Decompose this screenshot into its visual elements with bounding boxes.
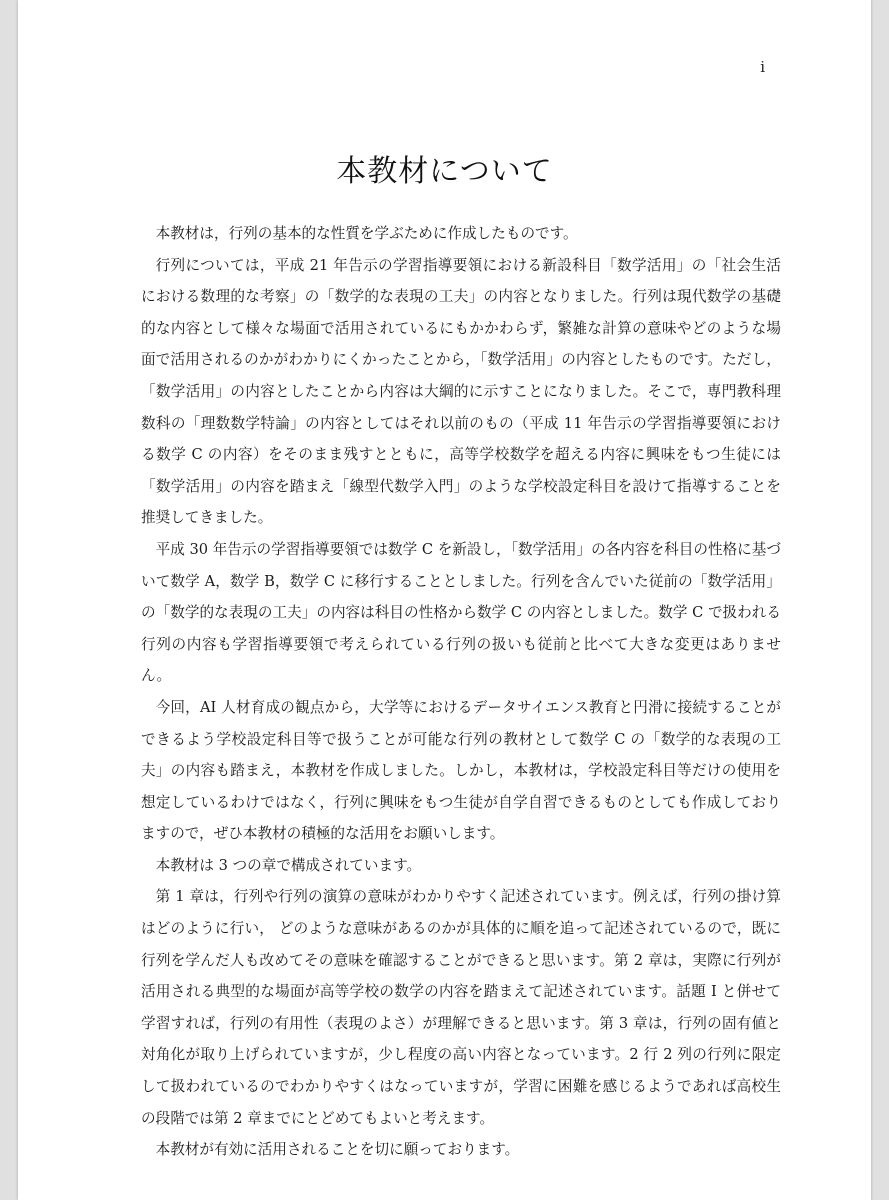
paragraph-1: 本教材は，行列の基本的な性質を学ぶために作成したものです。 (155, 225, 578, 242)
paragraph-4: 今回，AI 人材育成の観点から，大学等におけるデータサイエンス教育と円滑に接続することができるよう学校設定科目等で扱うことが可能な行列の教材として数学 C の「数学的な表現の工夫」の内容も踏まえ，本教材を作成しました。しかし，本教材は，学校設定科目等だけの使用を想定しているわけではなく，行列に興味をもつ生徒が自学自習できるものとしても作成しておりますので，ぜひ本教材の積極的な活用をお願いします。 (141, 698, 781, 843)
paragraph-5: 本教材は 3 つの章で構成されています。 (155, 856, 422, 874)
paragraph-3: 平成 30 年告示の学習指導要領では数学 C を新設し，「数学活用」の各内容を科目の性格に基づいて数学 A，数学 B，数学 C に移行することとしました。行列を含んでいた従前の「数学活用」の「数学的な表現の工夫」の内容は科目の性格から数学 C の内容としました。数学 C で扱われる行列の内容も学習指導要領で考えられている行列の扱いも従前と比べて大きな変更はありません。 (141, 540, 781, 685)
page-number: i (760, 58, 765, 76)
body-text (141, 218, 781, 1166)
page-title: 本教材について (336, 154, 553, 189)
paragraph-6: 第 1 章は，行列や行列の演算の意味がわかりやすく記述されています。例えば，行列の掛け算はどのように行い， どのような意味があるのかが具体的に順を追って記述されているので，既に行列を学んだ人も改めてその意味を確認することができると思います。第 2 章は，実際に行列が活用される典型的な場面が高等学校の数学の内容を踏まえて記述されています。話題 I と併せて学習すれば，行列の有用性（表現のよさ）が理解できると思います。第 3 章は，行列の固有値と対角化が取り上げられていますが，少し程度の高い内容となっています。2 行 2 列の行列に限定して扱われているのでわかりやすくはなっていますが，学習に困難を感じるようであれば高校生の段階では第 2 章までにとどめてもよいと考えます。 (141, 888, 781, 1127)
paragraph-7: 本教材が有効に活用されることを切に願っております。 (155, 1141, 520, 1159)
document-page (18, 0, 871, 1200)
paragraph-2: 行列については，平成 21 年告示の学習指導要領における新設科目「数学活用」の「社会生活における数理的な考察」の「数学的な表現の工夫」の内容となりました。行列は現代数学の基礎的な内容として様々な場面で活用されているにもかかわらず，繁雑な計算の意味やどのような場面で活用されるのかがわかりにくかったことから，「数学活用」の内容としたものです。ただし，「数学活用」の内容としたことから内容は大綱的に示すことになりました。そこで，専門教科理数科の「理数数学特論」の内容としてはそれ以前のもの（平成 11 年告示の学習指導要領における数学 C の内容）をそのまま残すとともに，高等学校数学を超える内容に興味をもつ生徒には「数学活用」の内容を踏まえ「線型代数学入門」のような学校設定科目を設けて指導することを推奨してきました。 (141, 256, 781, 527)
